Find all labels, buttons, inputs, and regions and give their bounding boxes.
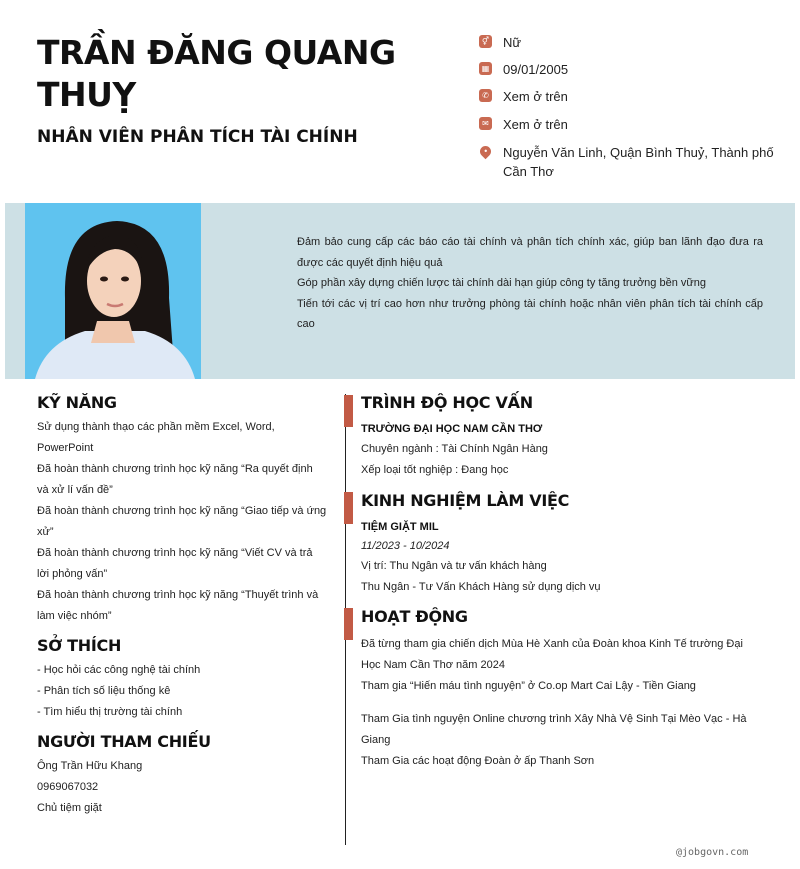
left-column [37,392,327,827]
calendar-icon: ▦ [479,62,492,75]
education-line: Xếp loại tốt nghiệp : Đang học [361,464,509,476]
career-objective [297,232,763,335]
cv-header [0,0,800,203]
objective-line: Tiến tới các vị trí cao hơn như trưởng phòng tài chính hoặc nhân viên phân tích tài chính cấp cao [297,297,763,330]
location-pin-icon: • [478,144,494,160]
right-column [361,392,761,772]
objective-line: Góp phần xây dựng chiến lược tài chính dài hạn giúp công ty tăng trưởng bền vững [297,277,706,289]
experience-title: KINH NGHIỆM LÀM VIỆC [361,491,570,510]
activity-item: Tham Gia tình nguyện Online chương trình Xây Nhà Vệ Sinh Tại Mèo Vạc - Hà Giang [361,713,747,746]
skill-item: Đã hoàn thành chương trình học kỹ năng “Viết CV và trả lời phỏng vấn” [37,547,313,580]
education-title: TRÌNH ĐỘ HỌC VẤN [361,393,533,412]
reference-item: 0969067032 [37,781,99,793]
contact-gender [479,33,779,52]
contact-address [479,143,779,181]
hobby-item: - Phân tích số liệu thống kê [37,685,171,697]
reference-item: Chủ tiệm giặt [37,802,102,814]
skill-item: Sử dụng thành thạo các phần mềm Excel, Word, PowerPoint [37,421,275,454]
hobby-item: - Tìm hiểu thị trường tài chính [37,706,183,718]
hobbies-section [37,635,327,723]
skills-section [37,392,327,627]
activities-section [361,606,761,772]
job-title: NHÂN VIÊN PHÂN TÍCH TÀI CHÍNH [37,127,358,147]
skill-item: Đã hoàn thành chương trình học kỹ năng “Giao tiếp và ứng xử” [37,505,327,538]
activities-title: HOẠT ĐỘNG [361,607,468,626]
work-period: 11/2023 - 10/2024 [361,540,450,552]
education-line: Chuyên ngành : Tài Chính Ngân Hàng [361,443,548,455]
email-icon: ✉ [479,117,492,130]
section-accent-bar [344,395,353,427]
reference-item: Ông Trần Hữu Khang [37,760,143,772]
skill-item: Đã hoàn thành chương trình học kỹ năng “Thuyết trình và làm việc nhóm” [37,589,319,622]
portrait-illustration [25,203,201,379]
gender-value: Nữ [503,35,522,50]
activity-item: Đã từng tham gia chiến dịch Mùa Hè Xanh của Đoàn khoa Kinh Tế trường Đại Học Nam Cần Thơ năm 2024 [361,638,743,671]
company-name: TIỆM GIẶT MIL [361,521,439,533]
objective-line: Đảm bảo cung cấp các báo cáo tài chính và phân tích chính xác, giúp ban lãnh đạo đưa ra được các quyết định hiệu quả [297,236,763,269]
experience-section [361,490,761,606]
hobby-item: - Học hỏi các công nghệ tài chính [37,664,201,676]
section-accent-bar [344,492,353,524]
references-title: NGƯỜI THAM CHIẾU [37,732,211,751]
email-value: Xem ở trên [503,117,568,132]
section-accent-bar [344,608,353,640]
phone-value: Xem ở trên [503,89,568,104]
gender-icon: ⚥ [479,35,492,48]
contact-info [479,33,779,189]
skills-title: KỸ NĂNG [37,393,117,412]
contact-birthday [479,60,779,79]
contact-email [479,115,779,134]
phone-icon: ✆ [479,89,492,102]
activity-item: Tham Gia các hoạt động Đoàn ở ấp Thanh Sơn [361,755,595,767]
candidate-name: TRẦN ĐĂNG QUANG THUỴ [37,33,396,114]
skill-item: Đã hoàn thành chương trình học kỹ năng “Ra quyết định và xử lí vấn đề” [37,463,313,496]
experience-line: Thu Ngân - Tư Vấn Khách Hàng sử dụng dịch vụ [361,581,601,593]
school-name: TRƯỜNG ĐẠI HỌC NAM CẦN THƠ [361,423,543,435]
activity-item: Tham gia “Hiến máu tình nguyện” ở Co.op Mart Cai Lậy - Tiền Giang [361,680,696,692]
experience-line: Vị trí: Thu Ngân và tư vấn khách hàng [361,560,547,572]
birthday-value: 09/01/2005 [503,62,569,77]
watermark-text: @jobgovn.com [676,847,749,858]
references-section [37,731,327,819]
education-section [361,392,761,490]
hobbies-title: SỞ THÍCH [37,636,122,655]
contact-phone [479,87,779,106]
profile-photo [25,203,201,379]
address-value: Nguyễn Văn Linh, Quận Bình Thuỷ, Thành phố Cần Thơ [503,145,774,179]
